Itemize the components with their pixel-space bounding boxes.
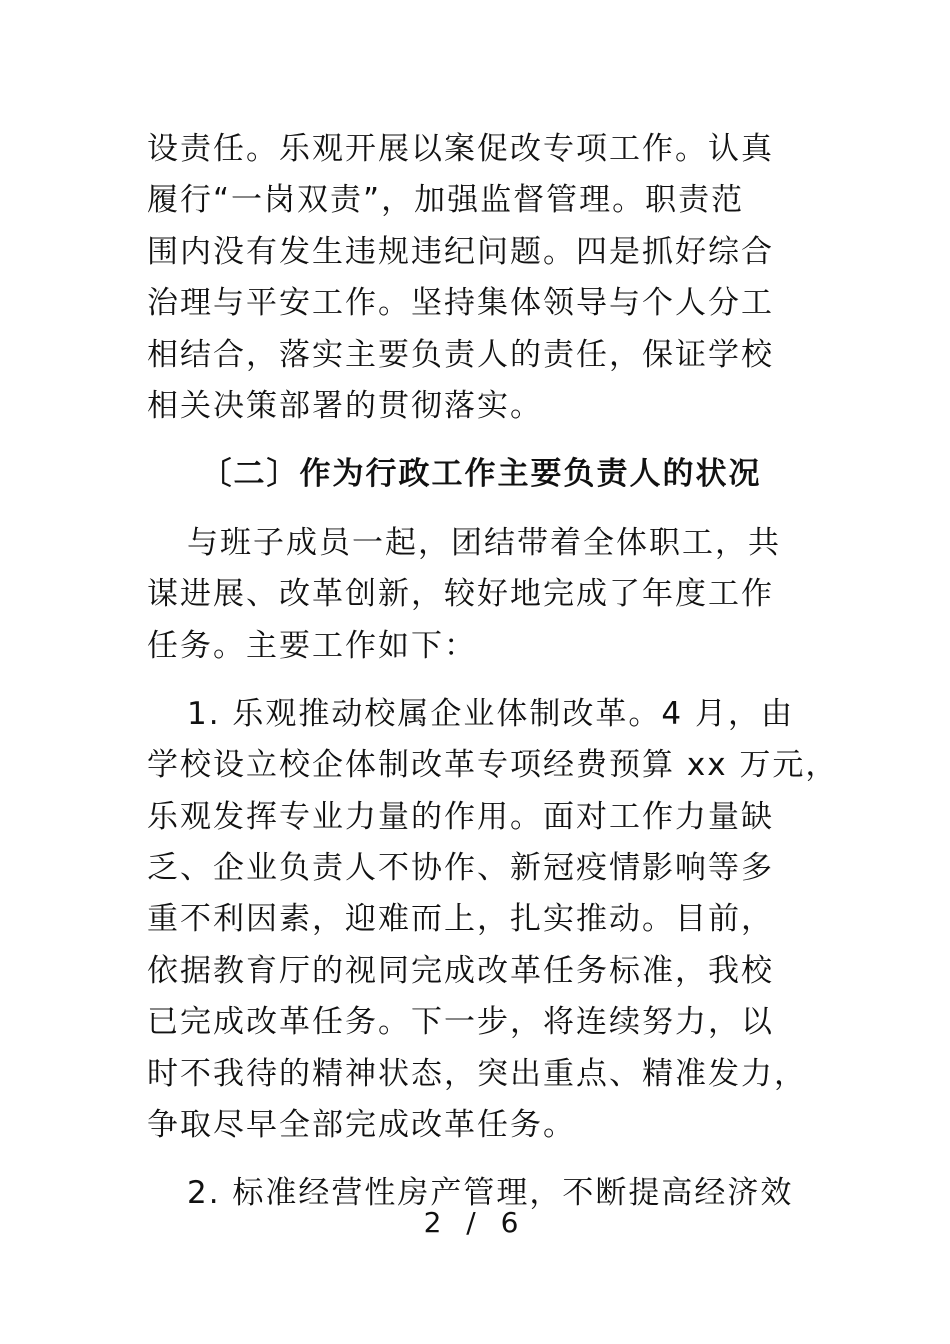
text-line: 1. 乐观推动校属企业体制改革。4 月，由: [187, 695, 795, 732]
page-number: 2 / 6: [423, 1206, 527, 1239]
text-line: 时不我待的精神状态，突出重点、精准发力，: [147, 1055, 807, 1092]
text-line: 设责任。乐观开展以案促改专项工作。认真: [147, 131, 774, 167]
paragraph-gap: [147, 501, 815, 518]
text-line: 治理与平安工作。坚持集体领导与个人分工: [147, 285, 774, 322]
section-heading: 〔二〕作为行政工作主要负责人的状况: [200, 456, 762, 493]
paragraph-gap: [147, 1151, 815, 1168]
text-line: 乐观发挥专业力量的作用。面对工作力量缺: [147, 798, 774, 835]
text-line: 乏、企业负责人不协作、新冠疫情影响等多: [147, 850, 774, 887]
text-line: 围内没有发生违规违纪问题。四是抓好综合: [147, 233, 774, 270]
paragraph-gap: [147, 432, 815, 449]
text-line: 谋进展、改革创新，较好地完成了年度工作: [147, 576, 774, 613]
paragraph-gap: [147, 672, 815, 689]
text-line: 依据教育厅的视同完成改革任务标准，我校: [147, 952, 774, 989]
text-line: 履行“一岗双责”，加强监督管理。职责范: [147, 182, 745, 219]
text-line: 相结合，落实主要负责人的责任，保证学校: [147, 336, 774, 373]
text-line: 重不利因素，迎难而上，扎实推动。目前，: [147, 901, 774, 938]
text-line: 争取尽早全部完成改革任务。: [147, 1107, 576, 1144]
text-line: 2. 标准经营性房产管理，不断提高经济效: [187, 1175, 794, 1212]
paragraph-1: [147, 124, 815, 432]
document-body: [147, 124, 839, 1220]
text-line: 相关决策部署的贯彻落实。: [147, 387, 543, 424]
paragraph-3: [147, 689, 839, 1152]
text-line: 学校设立校企体制改革专项经费预算 xx 万元，: [147, 747, 839, 784]
text-line: 已完成改革任务。下一步，将连续努力，以: [147, 1004, 774, 1041]
text-line: 与班子成员一起，团结带着全体职工，共: [187, 524, 781, 561]
paragraph-2: [147, 518, 815, 672]
text-line: 任务。主要工作如下：: [147, 627, 477, 664]
